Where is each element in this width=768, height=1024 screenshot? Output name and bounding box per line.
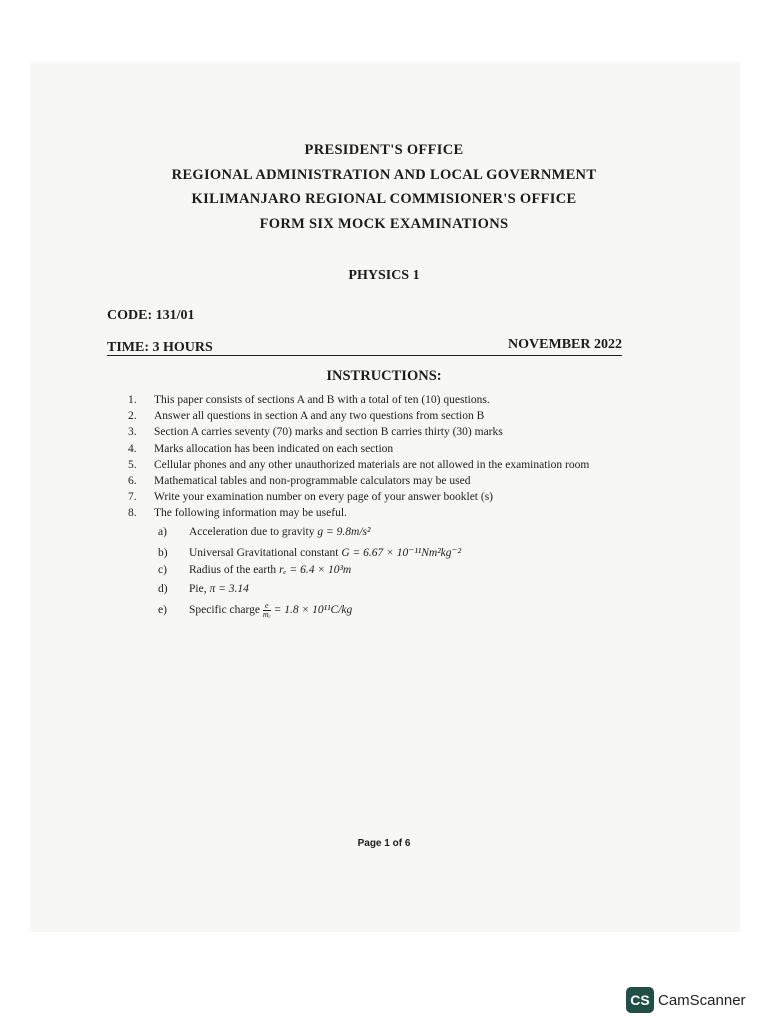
info-item [158, 545, 461, 564]
info-letter: e) [158, 604, 167, 617]
instruction-text: Answer all questions in section A and any two questions from section B [154, 410, 485, 423]
instruction-number: 6. [128, 474, 137, 487]
camscanner-logo-icon: CS [626, 987, 654, 1013]
instructions-list [128, 394, 589, 524]
subject-title: PHYSICS 1 [348, 268, 420, 283]
instruction-item [128, 507, 589, 523]
page-number: Page 1 of 6 [357, 838, 411, 849]
info-value: g = 9.8m/s² [317, 526, 371, 538]
info-letter: d) [158, 583, 168, 595]
camscanner-brand-name: CamScanner [658, 991, 746, 1009]
info-item [158, 526, 461, 545]
instruction-number: 3. [128, 426, 137, 439]
instruction-item [128, 394, 589, 410]
instruction-item [128, 443, 589, 459]
instruction-number: 1. [128, 394, 137, 406]
info-label: Radius of the earth [189, 564, 277, 576]
instruction-item [128, 475, 589, 491]
instruction-item [128, 459, 589, 475]
instruction-text: The following information may be useful. [154, 507, 347, 520]
instruction-number: 7. [128, 491, 137, 504]
info-item [158, 602, 461, 621]
info-label: Acceleration due to gravity [189, 526, 315, 538]
header-line-2: REGIONAL ADMINISTRATION AND LOCAL GOVERNMENT [171, 167, 597, 183]
header-line-1: PRESIDENT'S OFFICE [304, 142, 464, 158]
header-line-3: KILIMANJARO REGIONAL COMMISIONER'S OFFICE [191, 191, 577, 207]
instruction-text: Cellular phones and any other unauthorized materials are not allowed in the examination room [154, 458, 590, 471]
info-value: G = 6.67 × 10⁻¹¹Nm²kg⁻² [341, 547, 462, 559]
fraction-denominator: mₑ [262, 610, 271, 619]
fraction-numerator: e [263, 602, 271, 611]
info-letter: c) [158, 564, 167, 576]
instruction-text: Section A carries seventy (70) marks and section B carries thirty (30) marks [154, 426, 503, 439]
instruction-text: Marks allocation has been indicated on each section [154, 442, 394, 455]
info-value: π = 3.14 [209, 583, 249, 595]
info-letter: a) [158, 526, 167, 538]
instructions-title: INSTRUCTIONS: [326, 368, 442, 384]
header-line-4: FORM SIX MOCK EXAMINATIONS [259, 216, 509, 232]
info-label: Pie, [189, 583, 207, 595]
info-label: Specific charge [189, 604, 260, 617]
instruction-item [128, 491, 589, 507]
instruction-number: 5. [128, 458, 137, 471]
info-item [158, 564, 461, 583]
info-value: rₑ = 6.4 × 10³m [279, 564, 352, 576]
instruction-number: 8. [128, 507, 137, 520]
camscanner-watermark [626, 986, 746, 1014]
instruction-item [128, 426, 589, 442]
paper-date: NOVEMBER 2022 [508, 337, 622, 352]
useful-information-list [158, 526, 461, 621]
info-item [158, 583, 461, 602]
header-divider [107, 355, 622, 356]
specific-charge-fraction [263, 602, 271, 619]
info-letter: b) [158, 547, 168, 559]
instruction-number: 4. [128, 442, 137, 455]
info-label: Universal Gravitational constant [189, 547, 339, 559]
instruction-text: Write your examination number on every page of your answer booklet (s) [154, 491, 493, 504]
instruction-item [128, 410, 589, 426]
info-value: = 1.8 × 10¹¹C/kg [273, 604, 353, 617]
instruction-text: Mathematical tables and non-programmable calculators may be used [154, 474, 471, 487]
instruction-number: 2. [128, 410, 137, 423]
paper-time: TIME: 3 HOURS [107, 340, 213, 355]
paper-code: CODE: 131/01 [107, 308, 195, 323]
instruction-text: This paper consists of sections A and B with a total of ten (10) questions. [154, 394, 490, 406]
